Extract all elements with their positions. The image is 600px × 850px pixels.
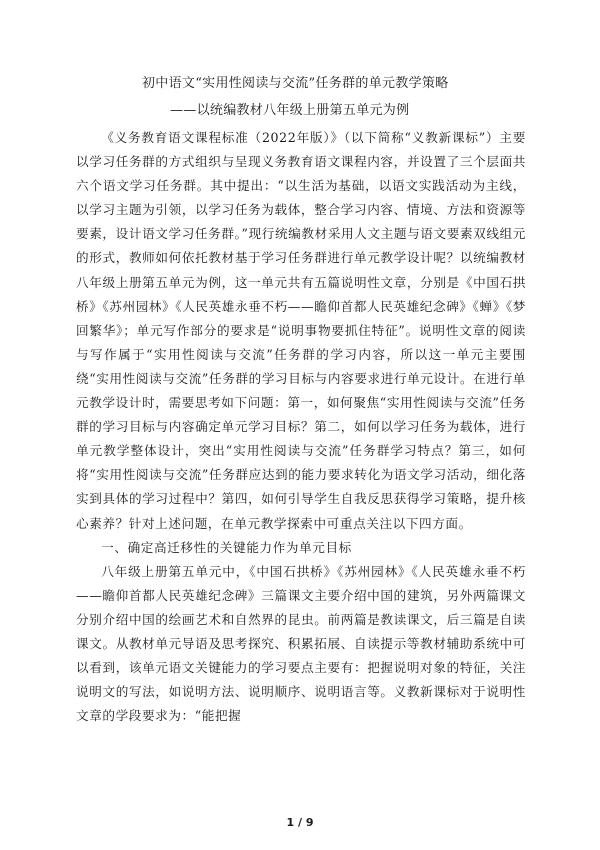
page-number: 1 / 9	[286, 816, 314, 829]
section-heading: 一、确定高迁移性的关键能力作为单元目标	[101, 539, 352, 555]
section-paragraph: 八年级上册第五单元中，《中国石拱桥》《苏州园林》《人民英雄永垂不朽——瞻仰首都人民英雄纪念碑》三篇课文主要介绍中国的建筑，另外两篇课文分别介绍中国的绘画艺术和自然界的昆虫。前两篇是教读课文，后三篇是自读课文。从教材单元导语及思考探究、积累拓展、自读提示等教材辅助系统中可以看到，该单元语文关键能力的学习要点主要有：把握说明对象的特征，关注说明文的写法，如说明方法、说明顺序、说明语言等。义教新课标对于说明性文章的学段要求为：“能把握	[76, 563, 526, 724]
document-body	[76, 126, 526, 728]
document-subtitle: ——以统编教材八年级上册第五单元为例	[170, 103, 410, 118]
document-title: 初中语文“实用性阅读与交流”任务群的单元教学策略	[142, 76, 449, 91]
intro-paragraph: 《义务教育语文课程标准（2022年版）》（以下简称“义教新课标”）主要以学习任务群的方式组织与呈现义务教育语文课程内容，并设置了三个层面共六个语文学习任务群。其中提出：“以生活为基础，以语文实践活动为主线，以学习主题为引领，以学习任务为载体，整合学习内容、情境、方法和资源等要素，设计语文学习任务群。”现行统编教材采用人文主题与语文要素双线组元的形式，教师如何依托教材基于学习任务群进行单元教学设计呢？以统编教材八年级上册第五单元为例，这一单元共有五篇说明性文章，分别是《中国石拱桥》《苏州园林》《人民英雄永垂不朽——瞻仰首都人民英雄纪念碑》《蝉》《梦回繁华》；单元写作部分的要求是“说明事物要抓住特征”。说明性文章的阅读与写作属于“实用性阅读与交流”任务群的学习内容，所以这一单元主要围绕“实用性阅读与交流”任务群的学习目标与内容要求进行单元设计。在进行单元教学设计时，需要思考如下问题：第一，如何聚焦“实用性阅读与交流”任务群的学习目标与内容确定单元学习目标？第二，如何以学习任务为载体，进行单元教学整体设计，突出“实用性阅读与交流”任务群学习特点？第三，如何将“实用性阅读与交流”任务群应达到的能力要求转化为语文学习活动，细化落实到具体的学习过程中？第四，如何引导学生自我反思获得学习策略，提升核心素养？针对上述问题，在单元教学探索中可重点关注以下四方面。	[76, 130, 526, 531]
